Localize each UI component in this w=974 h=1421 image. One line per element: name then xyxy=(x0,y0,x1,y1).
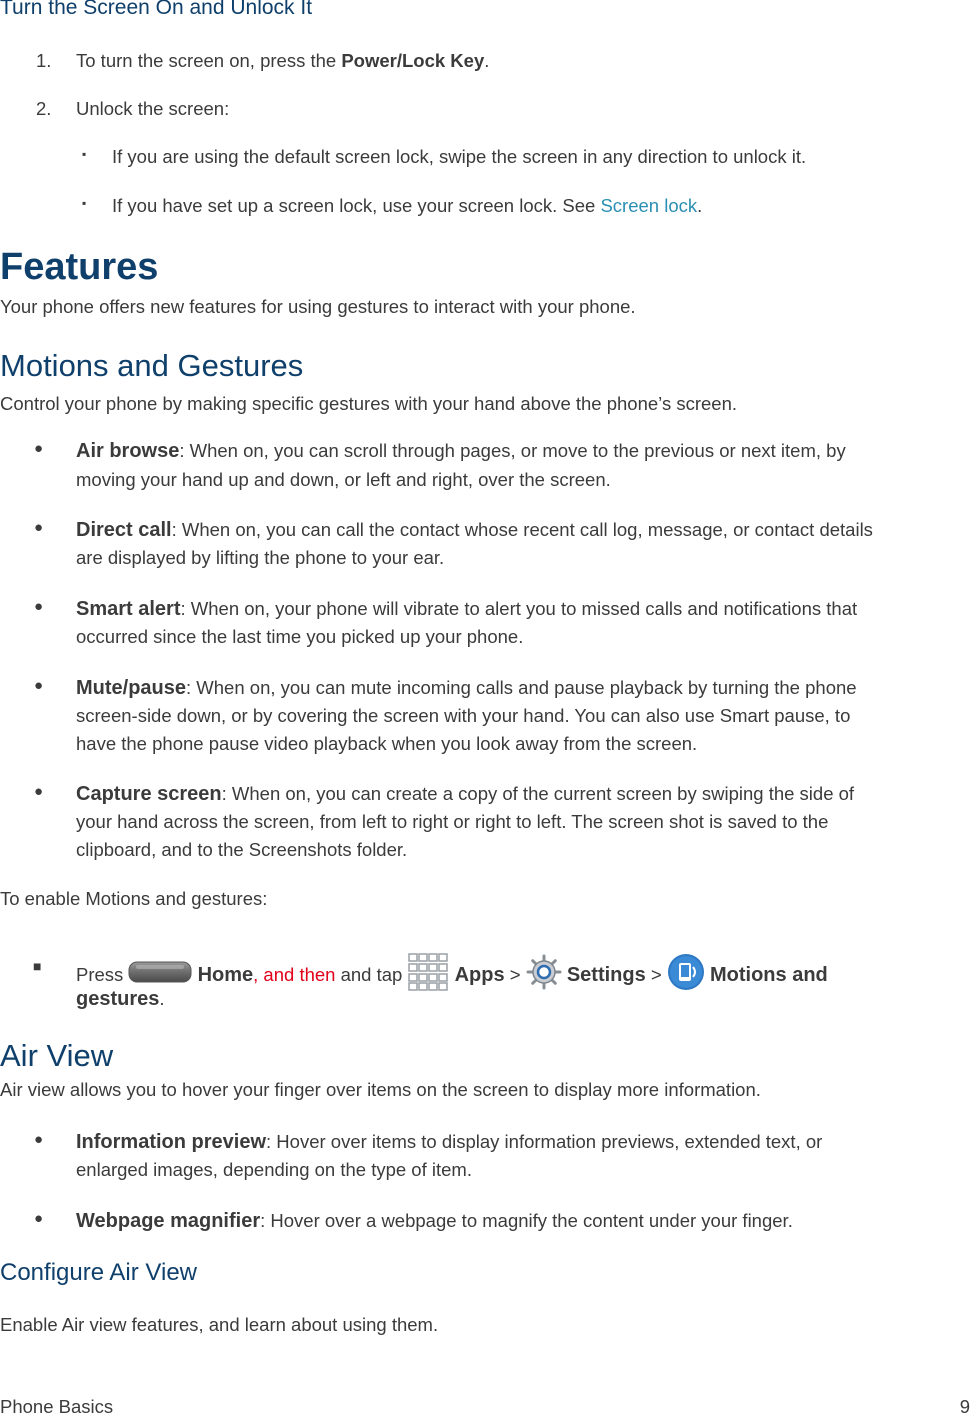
motions-heading: Motions and Gestures xyxy=(0,348,304,383)
air-browse-item: Air browse: When on, you can scroll through pages, or move to the previous or next item, by xyxy=(76,440,846,462)
capture-screen-line3: clipboard, and to the Screenshots folder. xyxy=(76,839,408,860)
section-heading-turn-on: Turn the Screen On and Unlock It xyxy=(0,0,313,19)
bullet-icon: ● xyxy=(34,519,44,536)
enable-step: Press Home, and then and tap Apps > Settings > Motions and xyxy=(76,952,828,1000)
air-view-heading: Air View xyxy=(0,1038,114,1073)
motions-and-label: Motions and xyxy=(709,963,828,986)
apps-grid-icon xyxy=(407,952,449,1000)
mute-pause-line3: have the phone pause video playback when you look away from the screen. xyxy=(76,733,698,754)
step-number: 2. xyxy=(36,98,52,119)
direct-call-line2: are displayed by lifting the phone to your ear. xyxy=(76,547,445,568)
motions-gestures-icon xyxy=(667,953,705,999)
page-number: 9 xyxy=(959,1396,970,1417)
smart-alert-item: Smart alert: When on, your phone will vibrate to alert you to missed calls and notifications that xyxy=(76,598,858,620)
features-intro: Your phone offers new features for using gestures to interact with your phone. xyxy=(0,296,636,317)
bullet-icon: ● xyxy=(34,440,44,457)
bullet-icon: ● xyxy=(34,677,44,694)
capture-screen-item: Capture screen: When on, you can create a copy of the current screen by swiping the side of xyxy=(76,783,855,805)
configure-intro: Enable Air view features, and learn about using them. xyxy=(0,1314,439,1335)
mute-pause-item: Mute/pause: When on, you can mute incoming calls and pause playback by turning the phone xyxy=(76,677,857,699)
home-label: Home xyxy=(197,963,254,986)
enable-intro: To enable Motions and gestures: xyxy=(0,888,268,909)
square-bullet-icon: ▪ xyxy=(82,196,87,210)
information-preview-line2: enlarged images, depending on the type of item. xyxy=(76,1159,472,1180)
square-bullet-icon: ▪ xyxy=(82,147,87,161)
bullet-icon: ● xyxy=(34,783,44,800)
smart-alert-line2: occurred since the last time you picked up your phone. xyxy=(76,626,524,647)
sub-bullet-default-lock: If you are using the default screen lock, swipe the screen in any direction to unlock it. xyxy=(112,146,807,167)
settings-label: Settings xyxy=(566,963,646,986)
information-preview-item: Information preview: Hover over items to display information previews, extended text, or xyxy=(76,1131,823,1153)
bullet-icon: ● xyxy=(34,1131,44,1148)
step-1-text: To turn the screen on, press the Power/Lock Key. xyxy=(76,50,490,71)
footer-section: Phone Basics xyxy=(0,1396,114,1417)
configure-heading: Configure Air View xyxy=(0,1259,197,1286)
capture-screen-line2: your hand across the screen, from left to right or right to left. The screen shot is saved to the xyxy=(76,811,829,832)
and-then-text: , and then xyxy=(253,963,336,985)
enable-step-line2: gestures. xyxy=(76,988,165,1010)
features-heading: Features xyxy=(0,246,159,288)
webpage-magnifier-item: Webpage magnifier: Hover over a webpage to magnify the content under your finger. xyxy=(76,1210,793,1232)
sub-bullet-screen-lock: If you have set up a screen lock, use your screen lock. See Screen lock. xyxy=(112,195,703,216)
bullet-icon: ● xyxy=(34,598,44,615)
step-2-text: Unlock the screen: xyxy=(76,98,230,119)
settings-gear-icon xyxy=(526,954,562,998)
step-number: 1. xyxy=(36,50,52,71)
power-lock-key-label: Power/Lock Key xyxy=(341,50,485,71)
air-browse-line2: moving your hand up and down, or left and right, over the screen. xyxy=(76,469,611,490)
air-view-intro: Air view allows you to hover your finger over items on the screen to display more information. xyxy=(0,1079,761,1100)
bullet-icon: ● xyxy=(34,1210,44,1227)
mute-pause-line2: screen-side down, or by covering the screen with your hand. You can also use Smart pause, to xyxy=(76,705,851,726)
apps-label: Apps xyxy=(454,963,505,986)
direct-call-item: Direct call: When on, you can call the contact whose recent call log, message, or contact details xyxy=(76,519,873,541)
square-bullet-icon: ■ xyxy=(33,958,42,974)
screen-lock-link[interactable]: Screen lock xyxy=(600,195,698,216)
motions-intro: Control your phone by making specific gestures with your hand above the phone’s screen. xyxy=(0,393,738,414)
